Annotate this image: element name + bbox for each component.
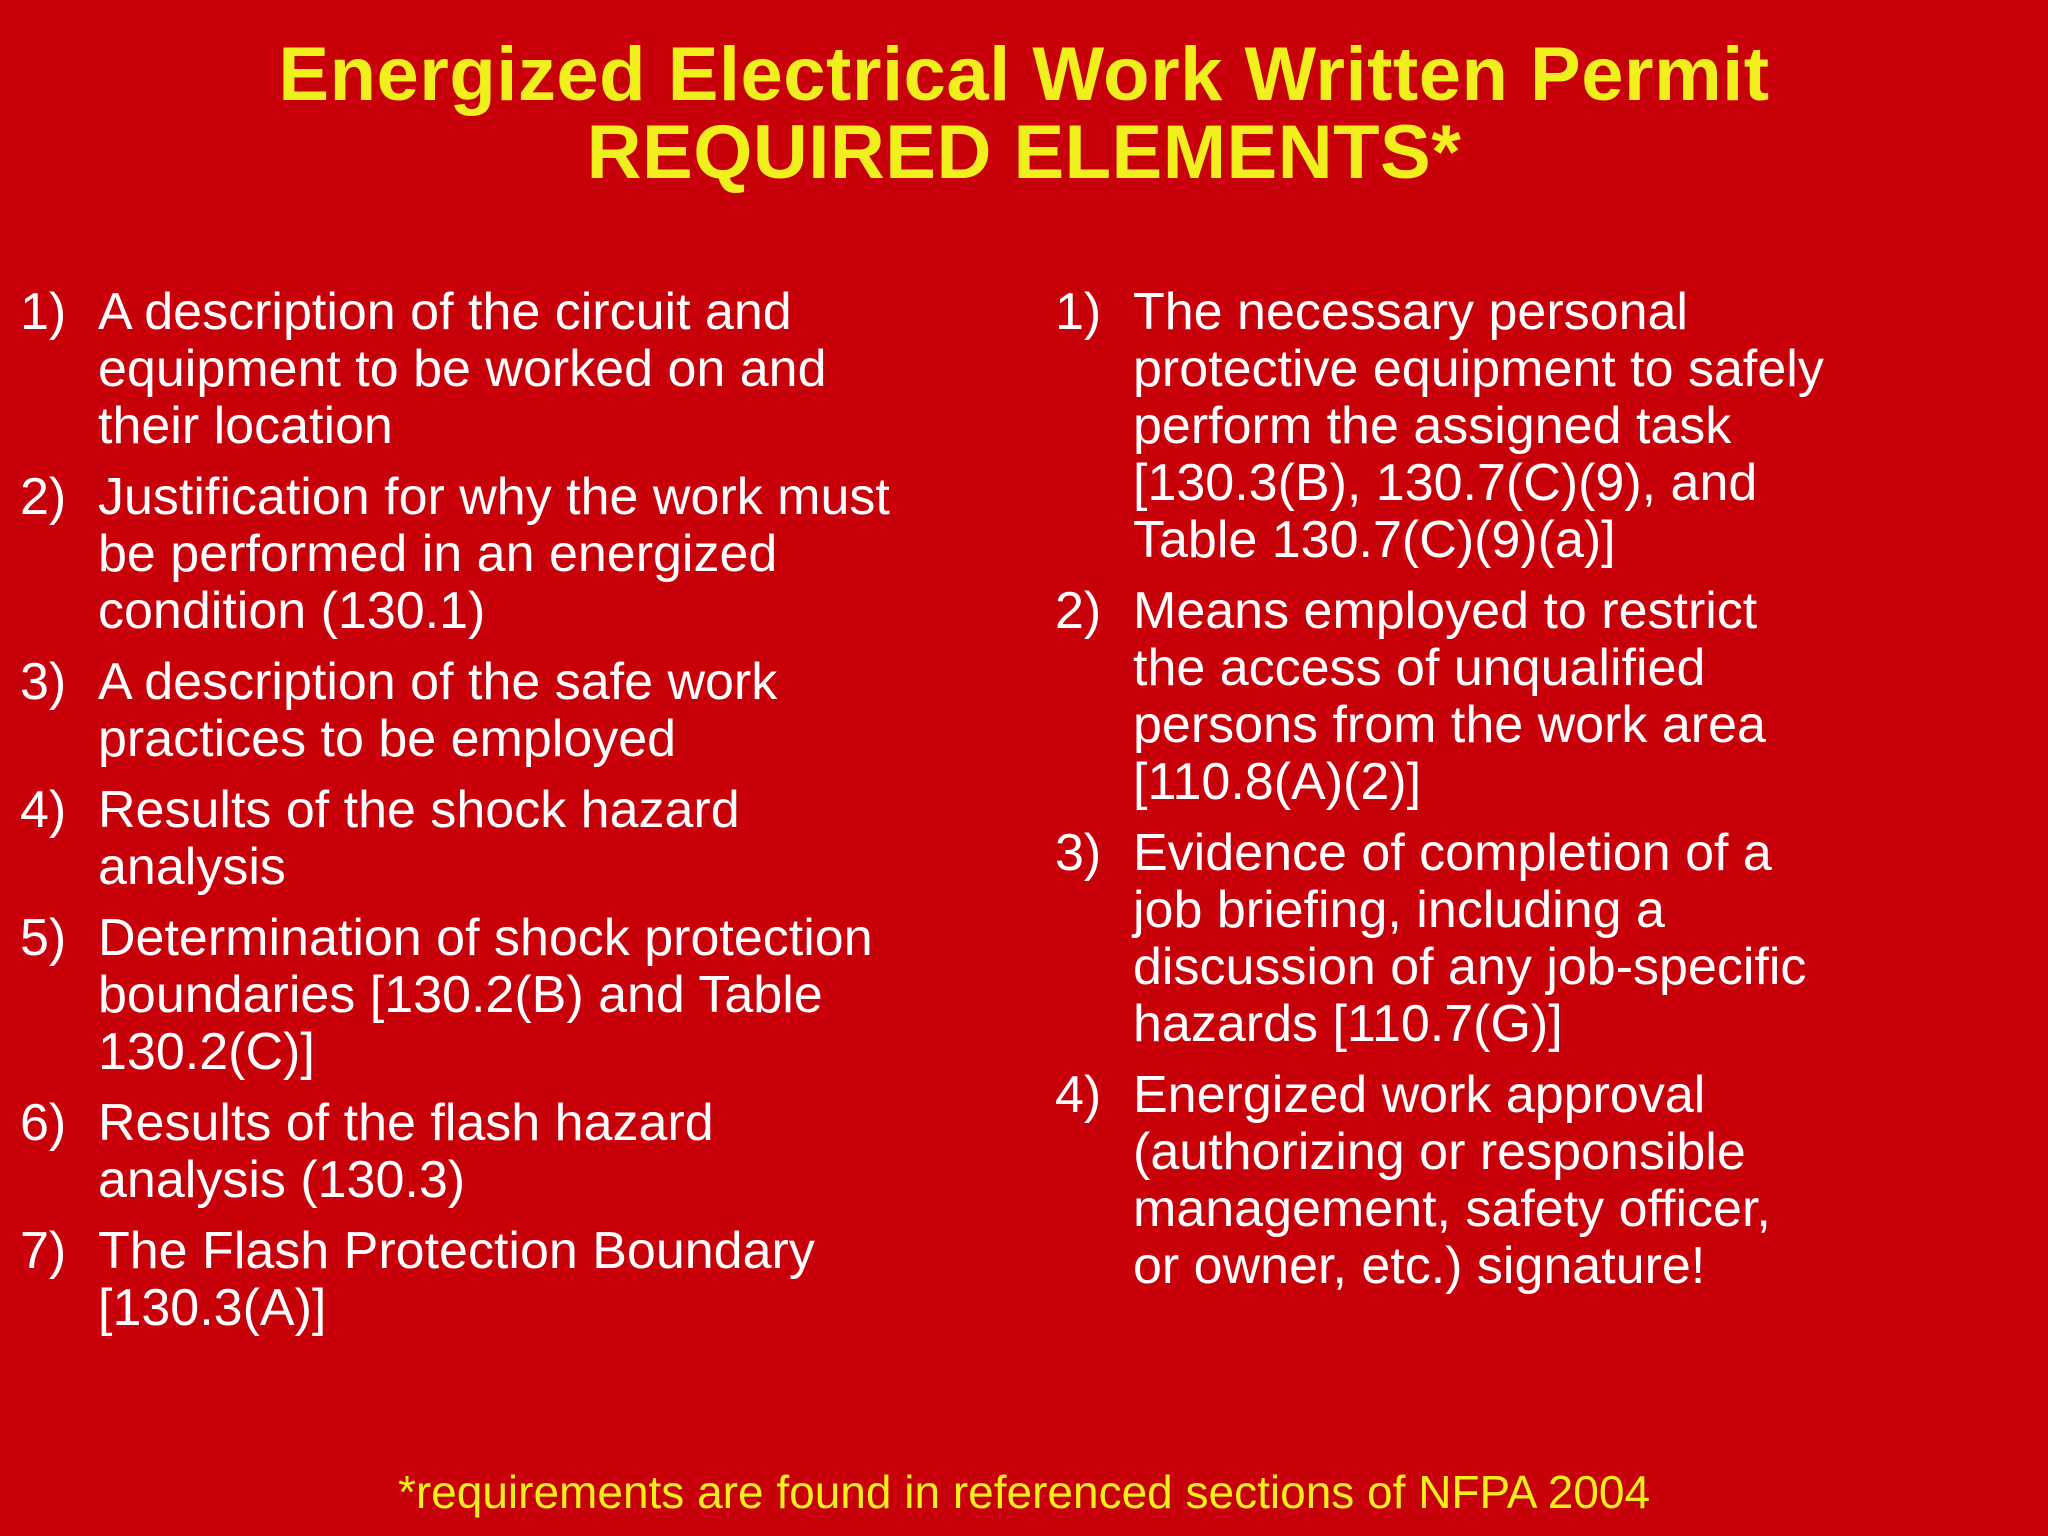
item-number: 1) xyxy=(20,283,67,341)
list-item xyxy=(1055,583,2015,811)
item-number: 1) xyxy=(1055,283,1102,341)
item-number: 4) xyxy=(1055,1066,1102,1124)
right-requirements-list xyxy=(1055,284,2015,1309)
list-item xyxy=(20,469,1000,640)
item-text: Determination of shock protection boundaries [130.2(B) and Table 130.2(C)] xyxy=(98,909,873,1081)
list-item xyxy=(20,910,1000,1081)
item-text: Justification for why the work must be performed in an energized condition (130.1) xyxy=(98,468,890,640)
item-text: Evidence of completion of a job briefing, including a discussion of any job-specific hazards [110.7(G)] xyxy=(1133,824,1807,1053)
title-line-1: Energized Electrical Work Written Permit xyxy=(278,32,1770,117)
item-number: 4) xyxy=(20,781,67,839)
item-text: Results of the shock hazard analysis xyxy=(98,781,740,896)
list-item xyxy=(20,1095,1000,1209)
item-number: 3) xyxy=(20,653,67,711)
footnote: *requirements are found in referenced sections of NFPA 2004 xyxy=(397,1466,1651,1518)
item-text: The necessary personal protective equipment to safely perform the assigned task [130.3(B), 130.7(C)(9), and Table 130.7(C)(9)(a)] xyxy=(1133,283,1824,569)
item-text: The Flash Protection Boundary [130.3(A)] xyxy=(98,1222,815,1337)
list-item xyxy=(1055,284,2015,569)
item-text: Energized work approval (authorizing or responsible management, safety officer, or owner, etc.) signature! xyxy=(1133,1066,1771,1295)
list-item xyxy=(1055,1067,2015,1295)
list-item xyxy=(20,782,1000,896)
item-number: 6) xyxy=(20,1094,67,1152)
item-text: Means employed to restrict the access of unqualified persons from the work area [110.8(A)(2)] xyxy=(1133,582,1766,811)
item-number: 5) xyxy=(20,909,67,967)
item-number: 2) xyxy=(20,468,67,526)
item-number: 3) xyxy=(1055,824,1102,882)
list-item xyxy=(20,1223,1000,1337)
list-item xyxy=(20,654,1000,768)
list-item xyxy=(1055,825,2015,1053)
item-number: 7) xyxy=(20,1222,67,1280)
title-line-2: REQUIRED ELEMENTS* xyxy=(586,110,1462,195)
item-text: Results of the flash hazard analysis (130.3) xyxy=(98,1094,714,1209)
slide-title xyxy=(0,32,2048,195)
list-item xyxy=(20,284,1000,455)
item-number: 2) xyxy=(1055,582,1102,640)
left-requirements-list xyxy=(20,284,1000,1351)
item-text: A description of the circuit and equipment to be worked on and their location xyxy=(98,283,827,455)
item-text: A description of the safe work practices to be employed xyxy=(98,653,778,768)
